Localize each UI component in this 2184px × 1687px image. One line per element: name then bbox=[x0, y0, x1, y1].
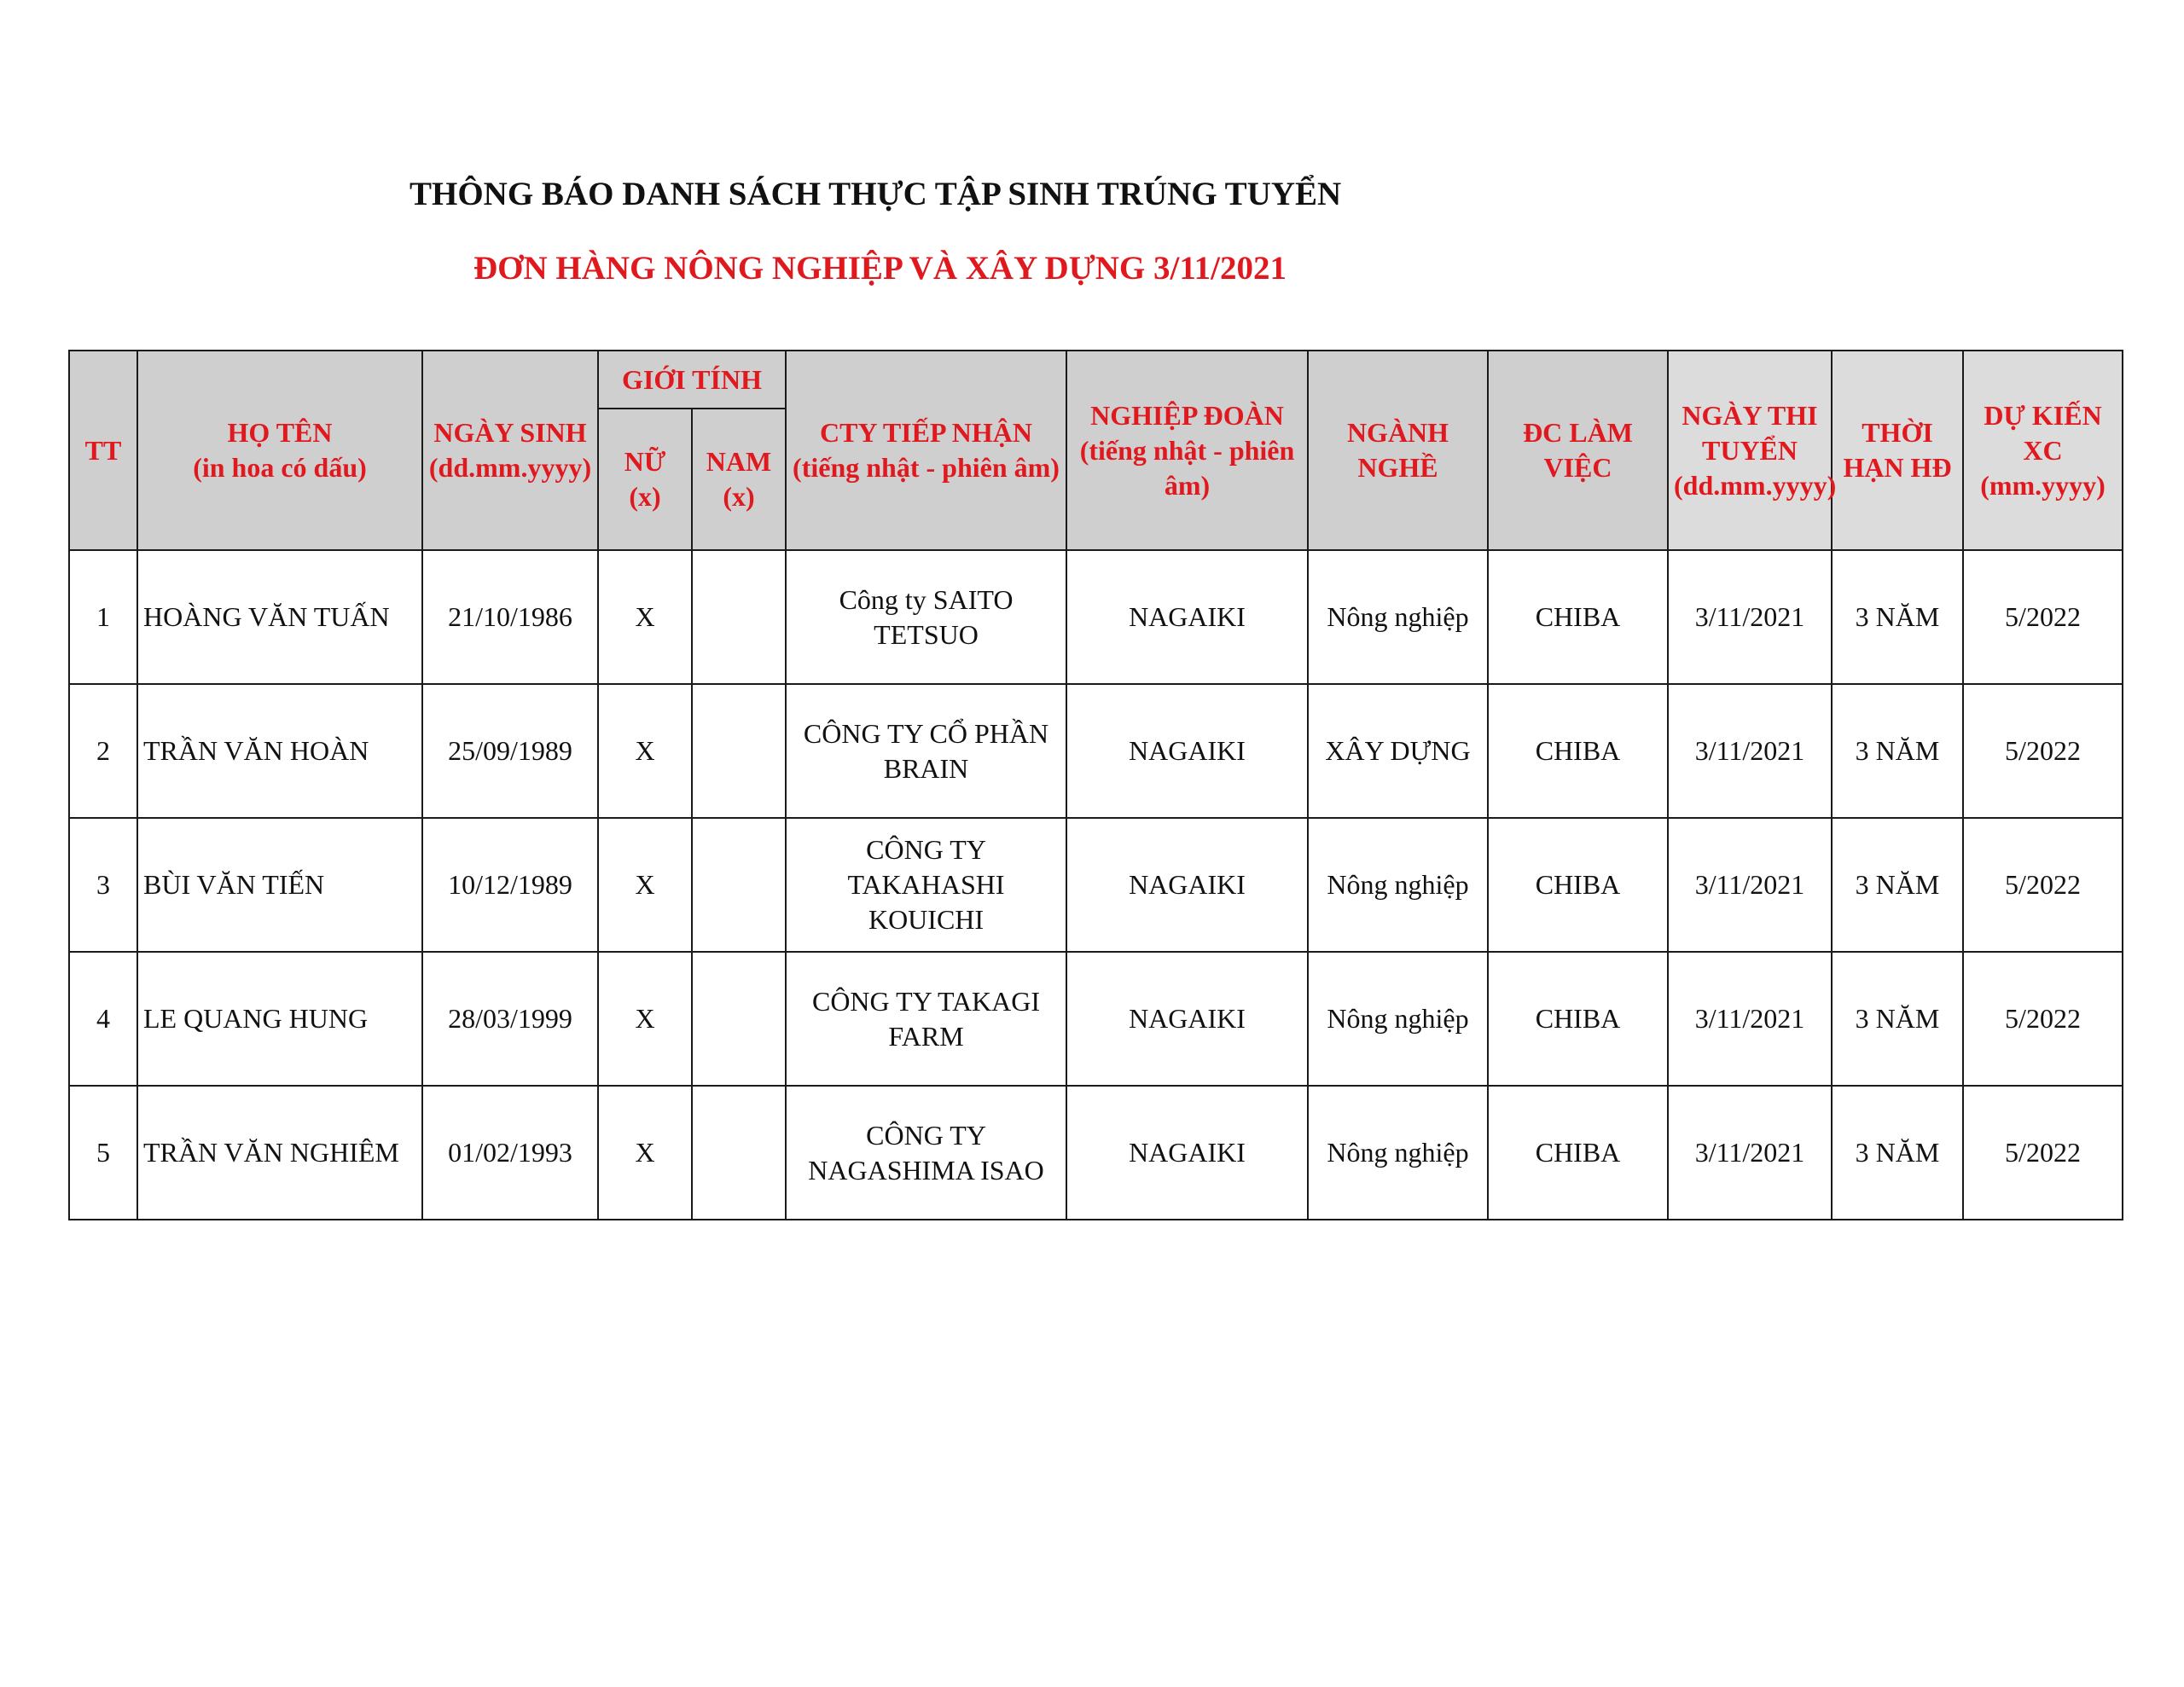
header-nganh-nghe: NGÀNH NGHỀ bbox=[1308, 351, 1488, 550]
cell-workplace: CHIBA bbox=[1488, 684, 1668, 818]
cell-tt: 1 bbox=[69, 550, 137, 684]
page-subtitle: ĐƠN HÀNG NÔNG NGHIỆP VÀ XÂY DỰNG 3/11/2021 bbox=[473, 250, 1287, 287]
header-cty-tiep-nhan: CTY TIẾP NHẬN (tiếng nhật - phiên âm) bbox=[786, 351, 1066, 550]
header-dc-lam-viec: ĐC LÀM VIỆC bbox=[1488, 351, 1668, 550]
cell-name: TRẦN VĂN NGHIÊM bbox=[137, 1086, 422, 1220]
table-row bbox=[69, 684, 2123, 818]
cell-occupation: Nông nghiệp bbox=[1308, 1086, 1488, 1220]
cell-occupation: XÂY DỰNG bbox=[1308, 684, 1488, 818]
cell-union: NAGAIKI bbox=[1066, 684, 1308, 818]
header-nu: NỮ (x) bbox=[598, 409, 692, 550]
cell-birthdate: 28/03/1999 bbox=[422, 952, 598, 1086]
table-row bbox=[69, 1086, 2123, 1220]
table-row bbox=[69, 818, 2123, 952]
candidate-table bbox=[68, 350, 2123, 1220]
cell-workplace: CHIBA bbox=[1488, 1086, 1668, 1220]
cell-name: HOÀNG VĂN TUẤN bbox=[137, 550, 422, 684]
cell-departure: 5/2022 bbox=[1963, 818, 2123, 952]
header-ngay-sinh: NGÀY SINH (dd.mm.yyyy) bbox=[422, 351, 598, 550]
cell-contract-term: 3 NĂM bbox=[1832, 952, 1963, 1086]
cell-name: LE QUANG HUNG bbox=[137, 952, 422, 1086]
header-nam: NAM (x) bbox=[692, 409, 786, 550]
cell-contract-term: 3 NĂM bbox=[1832, 684, 1963, 818]
cell-departure: 5/2022 bbox=[1963, 550, 2123, 684]
header-ngay-thi-tuyen: NGÀY THI TUYỂN (dd.mm.yyyy) bbox=[1668, 351, 1832, 550]
cell-contract-term: 3 NĂM bbox=[1832, 818, 1963, 952]
header-ho-ten: HỌ TÊN (in hoa có dấu) bbox=[137, 351, 422, 550]
cell-company: CÔNG TY CỔ PHẦN BRAIN bbox=[786, 684, 1066, 818]
cell-departure: 5/2022 bbox=[1963, 684, 2123, 818]
cell-female: X bbox=[598, 818, 692, 952]
cell-tt: 5 bbox=[69, 1086, 137, 1220]
cell-departure: 5/2022 bbox=[1963, 1086, 2123, 1220]
table-row bbox=[69, 952, 2123, 1086]
header-nghiep-doan: NGHIỆP ĐOÀN (tiếng nhật - phiên âm) bbox=[1066, 351, 1308, 550]
page-title: THÔNG BÁO DANH SÁCH THỰC TẬP SINH TRÚNG TUYỂN bbox=[410, 176, 1342, 212]
cell-exam-date: 3/11/2021 bbox=[1668, 818, 1832, 952]
cell-occupation: Nông nghiệp bbox=[1308, 550, 1488, 684]
cell-male bbox=[692, 952, 786, 1086]
cell-birthdate: 10/12/1989 bbox=[422, 818, 598, 952]
cell-name: BÙI VĂN TIẾN bbox=[137, 818, 422, 952]
cell-female: X bbox=[598, 550, 692, 684]
cell-tt: 4 bbox=[69, 952, 137, 1086]
cell-workplace: CHIBA bbox=[1488, 818, 1668, 952]
cell-female: X bbox=[598, 952, 692, 1086]
header-gioi-tinh: GIỚI TÍNH bbox=[598, 351, 786, 409]
cell-union: NAGAIKI bbox=[1066, 1086, 1308, 1220]
cell-tt: 2 bbox=[69, 684, 137, 818]
cell-male bbox=[692, 818, 786, 952]
cell-male bbox=[692, 684, 786, 818]
cell-contract-term: 3 NĂM bbox=[1832, 1086, 1963, 1220]
header-tt: TT bbox=[69, 351, 137, 550]
cell-exam-date: 3/11/2021 bbox=[1668, 550, 1832, 684]
cell-birthdate: 25/09/1989 bbox=[422, 684, 598, 818]
cell-company: Công ty SAITO TETSUO bbox=[786, 550, 1066, 684]
cell-workplace: CHIBA bbox=[1488, 550, 1668, 684]
cell-occupation: Nông nghiệp bbox=[1308, 952, 1488, 1086]
cell-company: CÔNG TY TAKAGI FARM bbox=[786, 952, 1066, 1086]
cell-exam-date: 3/11/2021 bbox=[1668, 952, 1832, 1086]
table-row bbox=[69, 550, 2123, 684]
cell-company: CÔNG TY NAGASHIMA ISAO bbox=[786, 1086, 1066, 1220]
header-thoi-han-hd: THỜI HẠN HĐ bbox=[1832, 351, 1963, 550]
table-body bbox=[69, 550, 2123, 1220]
cell-tt: 3 bbox=[69, 818, 137, 952]
cell-birthdate: 21/10/1986 bbox=[422, 550, 598, 684]
header-du-kien-xc: DỰ KIẾN XC (mm.yyyy) bbox=[1963, 351, 2123, 550]
cell-exam-date: 3/11/2021 bbox=[1668, 684, 1832, 818]
cell-name: TRẦN VĂN HOÀN bbox=[137, 684, 422, 818]
table-header bbox=[69, 351, 2123, 550]
cell-departure: 5/2022 bbox=[1963, 952, 2123, 1086]
cell-birthdate: 01/02/1993 bbox=[422, 1086, 598, 1220]
cell-female: X bbox=[598, 1086, 692, 1220]
cell-occupation: Nông nghiệp bbox=[1308, 818, 1488, 952]
cell-company: CÔNG TY TAKAHASHI KOUICHI bbox=[786, 818, 1066, 952]
cell-union: NAGAIKI bbox=[1066, 818, 1308, 952]
cell-male bbox=[692, 1086, 786, 1220]
cell-workplace: CHIBA bbox=[1488, 952, 1668, 1086]
cell-union: NAGAIKI bbox=[1066, 952, 1308, 1086]
cell-female: X bbox=[598, 684, 692, 818]
cell-male bbox=[692, 550, 786, 684]
cell-union: NAGAIKI bbox=[1066, 550, 1308, 684]
cell-exam-date: 3/11/2021 bbox=[1668, 1086, 1832, 1220]
cell-contract-term: 3 NĂM bbox=[1832, 550, 1963, 684]
